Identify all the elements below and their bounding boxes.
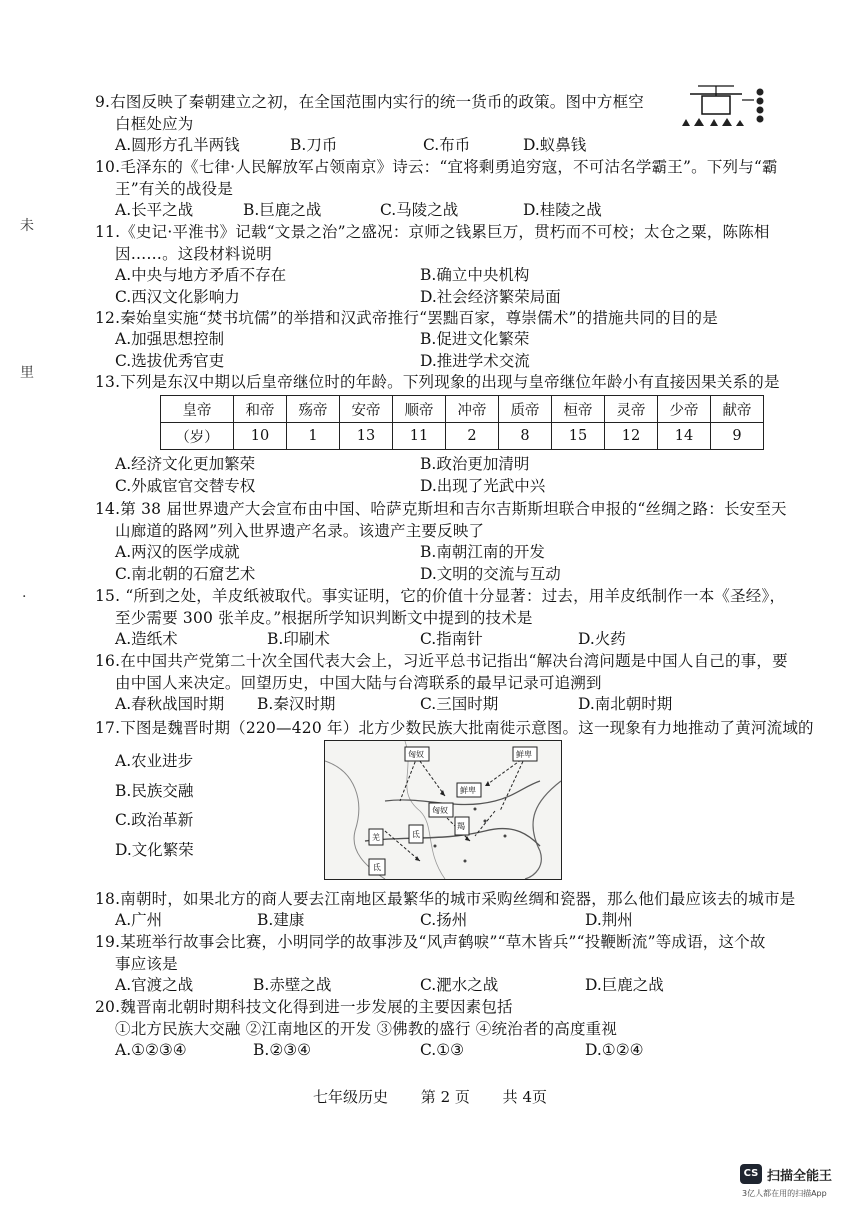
footer-total: 共 4页 xyxy=(502,1088,547,1106)
q19-option-b: B.赤壁之战 xyxy=(253,976,332,994)
q10-option-c: C.马陵之战 xyxy=(380,201,459,219)
question-10-line: 王”有关的战役是 xyxy=(115,180,234,198)
map-label: 匈奴 xyxy=(408,750,424,759)
table-row xyxy=(161,396,764,423)
margin-mark: 里 xyxy=(20,365,34,381)
q14-option-c: C.南北朝的石窟艺术 xyxy=(115,565,256,583)
question-11-line: 11.《史记·平淮书》记载“文景之治”之盛况：京师之钱累巨万，贯朽而不可校；太仓之粟，陈陈相 xyxy=(95,223,770,241)
q16-option-d: D.南北朝时期 xyxy=(578,695,673,713)
table-cell: 少帝 xyxy=(658,396,711,423)
q14-option-d: D.文明的交流与互动 xyxy=(420,565,561,583)
question-9-line: 9.右图反映了秦朝建立之初，在全国范围内实行的统一货币的政策。图中方框空 xyxy=(95,93,644,111)
q16-option-c: C.三国时期 xyxy=(420,695,499,713)
table-row xyxy=(161,423,764,450)
q9-option-a: A.圆形方孔半两钱 xyxy=(115,136,240,154)
footer-subject: 七年级历史 xyxy=(313,1088,389,1106)
q16-option-b: B.秦汉时期 xyxy=(257,695,336,713)
migration-map xyxy=(324,740,562,880)
migration-map-drawing xyxy=(325,741,561,879)
question-19-line: 19.某班举行故事会比赛，小明同学的故事涉及“风声鹤唳”“草木皆兵”“投鞭断流”等成语，这个故 xyxy=(95,933,766,951)
camscanner-logo-icon: CS xyxy=(740,1164,762,1184)
map-label: 羯 xyxy=(457,822,465,831)
table-cell: 10 xyxy=(234,423,287,450)
q20-option-d: D.①②④ xyxy=(585,1041,644,1059)
map-label: 匈奴 xyxy=(432,806,448,815)
q16-option-a: A.春秋战国时期 xyxy=(115,695,225,713)
q14-option-b: B.南朝江南的开发 xyxy=(420,543,545,561)
q9-option-c: C.布币 xyxy=(423,136,471,154)
q12-option-b: B.促进文化繁荣 xyxy=(420,330,530,348)
question-12-line: 12.秦始皇实施“焚书坑儒”的举措和汉武帝推行“罢黜百家，尊崇儒术”的措施共同的目的是 xyxy=(95,309,718,327)
table-cell: 安帝 xyxy=(340,396,393,423)
table-cell: 殇帝 xyxy=(287,396,340,423)
question-19-line: 事应该是 xyxy=(115,955,178,973)
question-11-line: 因……。这段材料说明 xyxy=(115,245,273,263)
scanner-name: 扫描全能王 xyxy=(767,1169,833,1184)
table-cell: 皇帝 xyxy=(161,396,234,423)
table-cell: 和帝 xyxy=(234,396,287,423)
q15-option-a: A.造纸术 xyxy=(115,630,178,648)
scanner-watermark xyxy=(740,1164,850,1209)
q15-option-b: B.印刷术 xyxy=(267,630,330,648)
q20-option-b: B.②③④ xyxy=(253,1041,312,1059)
q20-option-c: C.①③ xyxy=(420,1041,465,1059)
margin-mark: 未 xyxy=(20,218,34,234)
q18-option-a: A.广州 xyxy=(115,911,163,929)
q11-option-b: B.确立中央机构 xyxy=(420,266,530,284)
question-14-line: 山廊道的路网”列入世界遗产名录。该遗产主要反映了 xyxy=(115,522,485,540)
q14-option-a: A.两汉的医学成就 xyxy=(115,543,240,561)
table-cell: 12 xyxy=(605,423,658,450)
question-14-line: 14.第 38 届世界遗产大会宣布由中国、哈萨克斯坦和吉尔吉斯斯坦联合申报的“丝绸之路：长安至天 xyxy=(95,500,787,518)
table-cell: （岁） xyxy=(161,423,234,450)
q10-option-b: B.巨鹿之战 xyxy=(243,201,322,219)
table-cell: 8 xyxy=(499,423,552,450)
question-18-line: 18.南朝时，如果北方的商人要去江南地区最繁华的城市采购丝绸和瓷器，那么他们最应该去的城市是 xyxy=(95,890,796,908)
table-cell: 9 xyxy=(711,423,764,450)
q11-option-d: D.社会经济繁荣局面 xyxy=(420,288,561,306)
table-cell: 献帝 xyxy=(711,396,764,423)
question-15-line: 至少需要 300 张羊皮。”根据所学知识判断文中提到的技术是 xyxy=(115,609,533,627)
margin-mark: . xyxy=(22,585,27,601)
table-cell: 灵帝 xyxy=(605,396,658,423)
table-cell: 顺帝 xyxy=(393,396,446,423)
q13-option-b: B.政治更加清明 xyxy=(420,455,530,473)
q18-option-d: D.荆州 xyxy=(585,911,633,929)
q19-option-a: A.官渡之战 xyxy=(115,976,194,994)
q12-option-a: A.加强思想控制 xyxy=(115,330,225,348)
question-13-line: 13.下列是东汉中期以后皇帝继位时的年龄。下列现象的出现与皇帝继位年龄小有直接因果关系的是 xyxy=(95,373,780,391)
q10-option-a: A.长平之战 xyxy=(115,201,194,219)
q18-option-b: B.建康 xyxy=(257,911,305,929)
q17-option-b: B.民族交融 xyxy=(115,782,194,800)
q11-option-c: C.西汉文化影响力 xyxy=(115,288,240,306)
map-label: 鲜卑 xyxy=(460,786,476,795)
q17-option-d: D.文化繁荣 xyxy=(115,841,194,859)
question-20-line: 20.魏晋南北朝时期科技文化得到进一步发展的主要因素包括 xyxy=(95,998,513,1016)
coin-unification-figure xyxy=(680,82,770,132)
q13-option-a: A.经济文化更加繁荣 xyxy=(115,455,256,473)
q9-option-b: B.刀币 xyxy=(290,136,338,154)
question-15-line: 15. “所到之处，羊皮纸被取代。事实证明，它的价值十分显著：过去，用羊皮纸制作一本《圣经》， xyxy=(95,587,786,605)
emperor-age-table xyxy=(160,395,764,450)
table-cell: 桓帝 xyxy=(552,396,605,423)
scanner-tagline: 3亿人都在用的扫描App xyxy=(742,1189,827,1198)
q19-option-d: D.巨鹿之战 xyxy=(585,976,664,994)
q17-option-c: C.政治革新 xyxy=(115,811,194,829)
question-20-statements: ①北方民族大交融 ②江南地区的开发 ③佛教的盛行 ④统治者的高度重视 xyxy=(115,1020,618,1038)
q13-option-d: D.出现了光武中兴 xyxy=(420,477,546,495)
table-cell: 11 xyxy=(393,423,446,450)
q17-option-a: A.农业进步 xyxy=(115,752,194,770)
table-cell: 2 xyxy=(446,423,499,450)
q13-option-c: C.外戚宦官交替专权 xyxy=(115,477,256,495)
footer-page: 第 2 页 xyxy=(420,1088,470,1106)
q19-option-c: C.淝水之战 xyxy=(420,976,499,994)
question-9-line: 白框处应为 xyxy=(115,115,194,133)
q12-option-d: D.推进学术交流 xyxy=(420,352,530,370)
question-16-line: 由中国人来决定。回望历史，中国大陆与台湾联系的最早记录可追溯到 xyxy=(115,674,602,692)
page-footer xyxy=(0,1086,860,1107)
map-label: 鲜卑 xyxy=(516,750,532,759)
q12-option-c: C.选拔优秀官吏 xyxy=(115,352,225,370)
table-cell: 1 xyxy=(287,423,340,450)
q18-option-c: C.扬州 xyxy=(420,911,468,929)
table-cell: 冲帝 xyxy=(446,396,499,423)
map-label: 氐 xyxy=(412,830,420,839)
q9-option-d: D.蚁鼻钱 xyxy=(523,136,587,154)
question-17-line: 17.下图是魏晋时期（220—420 年）北方少数民族大批南徙示意图。这一现象有力地推动了黄河流域的 xyxy=(95,719,814,737)
question-10-line: 10.毛泽东的《七律·人民解放军占领南京》诗云：“宜将剩勇追穷寇，不可沽名学霸王”。下列与“霸 xyxy=(95,158,778,176)
question-16-line: 16.在中国共产党第二十次全国代表大会上，习近平总书记指出“解决台湾问题是中国人自己的事，要 xyxy=(95,652,788,670)
table-cell: 质帝 xyxy=(499,396,552,423)
map-label: 羌 xyxy=(372,833,380,842)
q10-option-d: D.桂陵之战 xyxy=(523,201,602,219)
map-label: 氐 xyxy=(373,863,381,872)
q15-option-c: C.指南针 xyxy=(420,630,483,648)
table-cell: 13 xyxy=(340,423,393,450)
q11-option-a: A.中央与地方矛盾不存在 xyxy=(115,266,287,284)
q15-option-d: D.火药 xyxy=(578,630,626,648)
table-cell: 15 xyxy=(552,423,605,450)
q20-option-a: A.①②③④ xyxy=(115,1041,187,1059)
table-cell: 14 xyxy=(658,423,711,450)
